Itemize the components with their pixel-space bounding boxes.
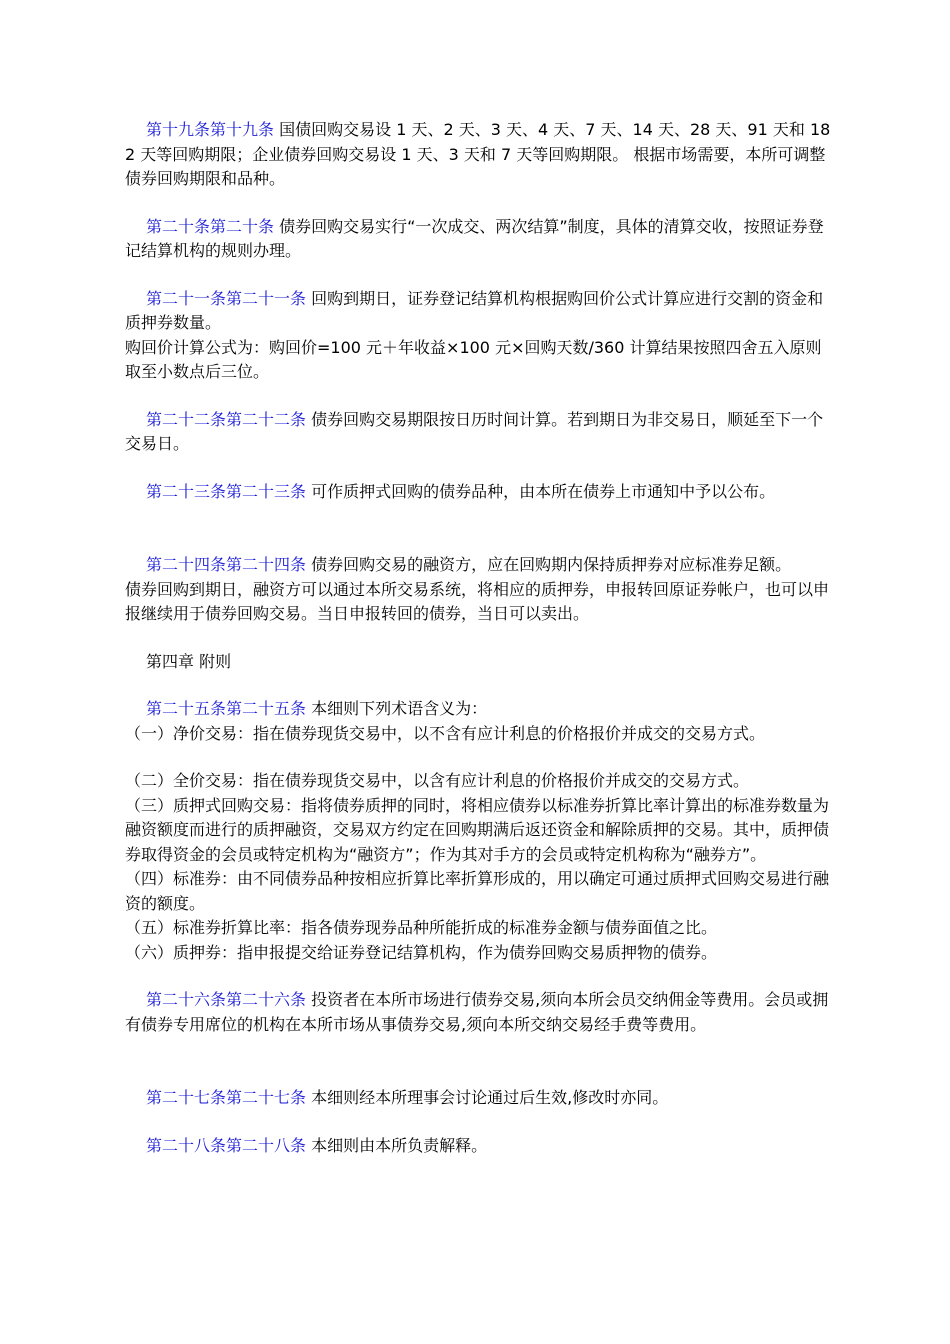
article-24	[125, 553, 837, 578]
article-label: 第二十六条第二十六条	[146, 990, 307, 1009]
article-25	[125, 697, 837, 722]
article-label: 第二十条第二十条	[146, 216, 275, 236]
article-23	[125, 480, 837, 505]
article-text: 债券回购交易期限按日历时间计算。若到期日为非交易日，顺延至下一个交易日。	[125, 409, 824, 453]
article-28	[125, 1134, 837, 1159]
article-label: 第二十二条第二十二条	[146, 409, 307, 429]
term-item-4	[125, 867, 837, 916]
document-body	[125, 113, 837, 1158]
article-text: 可作质押式回购的债券品种，由本所在债券上市通知中予以公布。	[306, 481, 776, 501]
term-item-6	[125, 941, 837, 966]
article-label: 第十九条第十九条	[146, 120, 275, 139]
article-20	[125, 215, 837, 264]
article-text: 回购到期日，证券登记结算机构根据购回价公式计算应进行交割的资金和质押券数量。	[125, 288, 824, 332]
article-label: 第二十五条第二十五条	[146, 699, 307, 718]
term-text: （三）质押式回购交易：指将债券质押的同时，将相应债券以标准券折算比率计算出的标准券数量为融资额度而进行的质押融资，交易双方约定在回购期满后返还资金和解除质押的交易。其中，质押债券取得资金的会员或特定机构为“融资方”；作为其对手方的会员或特定机构称为“融券方”。	[125, 795, 830, 864]
term-text: （五）标准券折算比率：指各债券现券品种所能折成的标准券金额与债券面值之比。	[125, 918, 718, 937]
repurchase-due-paragraph	[125, 578, 837, 627]
paragraph-text: 购回价计算公式为：购回价=100 元＋年收益×100 元×回购天数/360 计算结果按照四舍五入原则取至小数点后三位。	[125, 337, 822, 381]
chapter-title: 第四章 附则	[146, 651, 232, 671]
article-19	[125, 118, 837, 192]
article-text: 债券回购交易实行“一次成交、两次结算”制度，具体的清算交收，按照证券登记结算机构的规则办理。	[125, 216, 824, 260]
article-label: 第二十八条第二十八条	[146, 1135, 307, 1155]
article-text: 本细则由本所负责解释。	[306, 1135, 488, 1155]
article-text: 本细则下列术语含义为：	[306, 699, 488, 718]
term-item-2	[125, 769, 837, 794]
article-label: 第二十三条第二十三条	[146, 481, 307, 501]
article-21	[125, 287, 837, 336]
term-text: （四）标准券：由不同债券品种按相应折算比率折算形成的，用以确定可通过质押式回购交易进行融资的额度。	[125, 869, 830, 913]
article-text: 债券回购交易的融资方，应在回购期内保持质押券对应标准券足额。	[306, 555, 792, 574]
term-text: （二）全价交易：指在债券现货交易中，以含有应计利息的价格报价并成交的交易方式。	[125, 771, 750, 790]
term-text: （六）质押券：指申报提交给证券登记结算机构，作为债券回购交易质押物的债券。	[125, 942, 718, 962]
article-26	[125, 988, 837, 1037]
article-text: 本细则经本所理事会讨论通过后生效,修改时亦同。	[306, 1088, 669, 1107]
article-label: 第二十四条第二十四条	[146, 555, 307, 574]
term-item-3	[125, 794, 837, 868]
article-label: 第二十七条第二十七条	[146, 1088, 307, 1107]
article-27	[125, 1086, 837, 1111]
term-text: （一）净价交易：指在债券现货交易中，以不含有应计利息的价格报价并成交的交易方式。	[125, 723, 766, 743]
article-text: 投资者在本所市场进行债券交易,须向本所会员交纳佣金等费用。会员或拥有债券专用席位的机构在本所市场从事债券交易,须向本所交纳交易经手费等费用。	[125, 990, 829, 1034]
paragraph-text: 债券回购到期日，融资方可以通过本所交易系统，将相应的质押券，申报转回原证券帐户，也可以申报继续用于债券回购交易。当日申报转回的债券，当日可以卖出。	[125, 579, 830, 623]
article-text: 国债回购交易设 1 天、2 天、3 天、4 天、7 天、14 天、28 天、91 天和 182 天等回购期限；企业债券回购交易设 1 天、3 天和 7 天等回购期限。 根据市场需要，本所可调整债券回购期限和品种。	[125, 120, 831, 188]
term-item-1	[125, 722, 837, 747]
term-item-5	[125, 916, 837, 941]
article-label: 第二十一条第二十一条	[146, 288, 307, 308]
chapter-heading	[125, 650, 837, 675]
formula-paragraph	[125, 336, 837, 385]
article-22	[125, 408, 837, 457]
